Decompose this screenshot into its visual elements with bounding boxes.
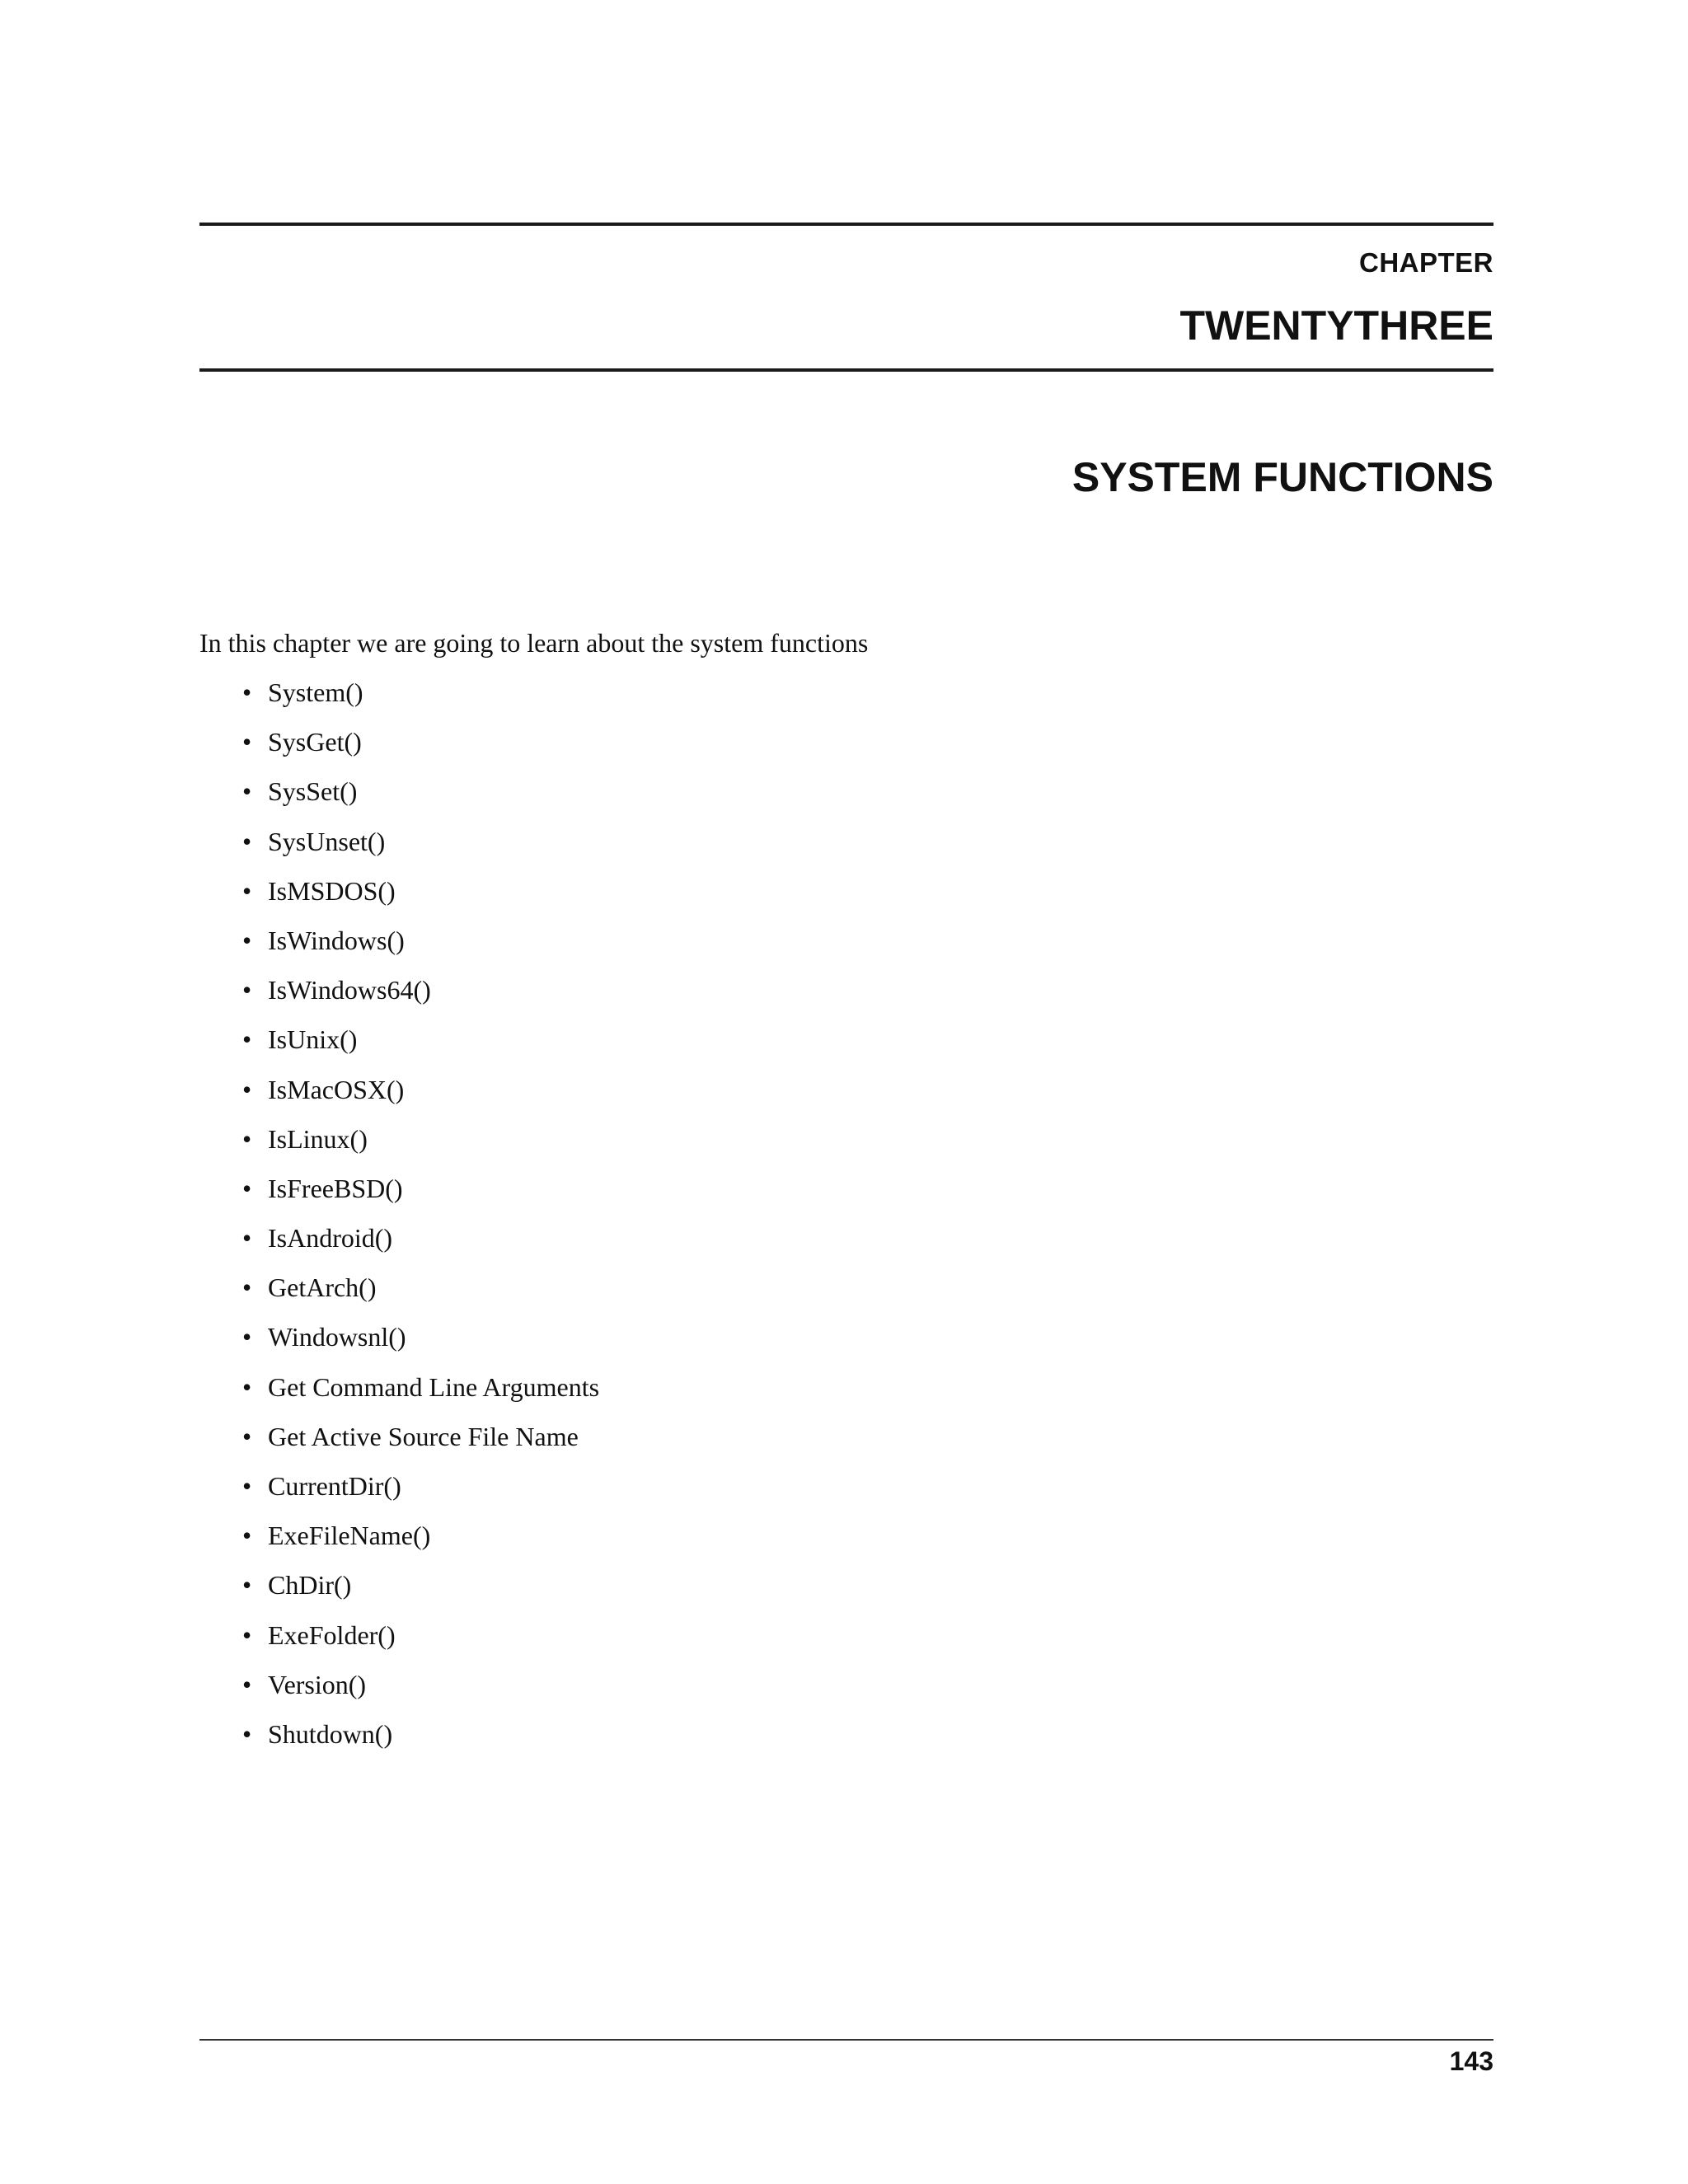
list-item (199, 1071, 599, 1121)
function-name: ExeFolder() (268, 1619, 396, 1650)
bullet-icon: • (242, 1272, 252, 1303)
list-item (199, 674, 599, 724)
list-item (199, 1220, 599, 1269)
list-item (199, 1021, 599, 1071)
list-item (199, 1319, 599, 1368)
chapter-number: TWENTYTHREE (1179, 302, 1493, 349)
function-name: ChDir() (268, 1570, 352, 1601)
bullet-icon: • (242, 925, 252, 955)
chapter-bottom-rule (199, 368, 1493, 372)
function-name: IsWindows() (268, 925, 405, 955)
function-name: GetArch() (268, 1272, 377, 1303)
list-item (199, 823, 599, 873)
list-item (199, 1517, 599, 1567)
function-name: Windowsnl() (268, 1322, 406, 1352)
bullet-icon: • (242, 1619, 252, 1650)
document-page (199, 0, 1493, 2184)
bullet-icon: • (242, 1223, 252, 1254)
function-name: IsLinux() (268, 1123, 368, 1154)
function-name: IsFreeBSD() (268, 1173, 403, 1203)
function-name: ExeFileName() (268, 1521, 431, 1551)
chapter-label: CHAPTER (1358, 247, 1493, 278)
function-name: IsAndroid() (268, 1223, 393, 1254)
function-name: Get Active Source File Name (268, 1421, 579, 1451)
page-number: 143 (1449, 2046, 1493, 2076)
bullet-icon: • (242, 677, 252, 707)
list-item (199, 1269, 599, 1319)
list-item (199, 1666, 599, 1716)
bullet-icon: • (242, 1371, 252, 1402)
function-name: CurrentDir() (268, 1471, 401, 1501)
intro-paragraph: In this chapter we are going to learn about the system functions (199, 628, 869, 658)
list-item (199, 724, 599, 773)
list-item (199, 1716, 599, 1765)
bullet-icon: • (242, 727, 252, 757)
function-name: Version() (268, 1669, 367, 1699)
function-name: System() (268, 677, 363, 707)
bullet-icon: • (242, 1421, 252, 1451)
list-item (199, 922, 599, 972)
chapter-top-rule (199, 223, 1493, 226)
function-name: SysSet() (268, 776, 358, 807)
list-item (199, 1369, 599, 1418)
list-item (199, 1567, 599, 1616)
function-name: SysGet() (268, 727, 362, 757)
bullet-icon: • (242, 1718, 252, 1749)
list-item (199, 972, 599, 1021)
bullet-icon: • (242, 975, 252, 1005)
bullet-icon: • (242, 1471, 252, 1501)
footer-rule (199, 2039, 1493, 2041)
bullet-icon: • (242, 1669, 252, 1699)
list-item (199, 773, 599, 823)
function-name: SysUnset() (268, 826, 386, 856)
section-title: SYSTEM FUNCTIONS (1071, 454, 1493, 500)
bullet-icon: • (242, 1322, 252, 1352)
list-item (199, 1468, 599, 1517)
bullet-icon: • (242, 826, 252, 856)
function-name: IsMSDOS() (268, 875, 396, 906)
bullet-icon: • (242, 1123, 252, 1154)
bullet-icon: • (242, 875, 252, 906)
bullet-icon: • (242, 1570, 252, 1601)
bullet-icon: • (242, 1173, 252, 1203)
bullet-icon: • (242, 776, 252, 807)
list-item (199, 1121, 599, 1170)
list-item (199, 1617, 599, 1666)
list-item (199, 873, 599, 922)
function-list (199, 674, 599, 1765)
function-name: IsUnix() (268, 1024, 358, 1055)
bullet-icon: • (242, 1521, 252, 1551)
function-name: Shutdown() (268, 1718, 393, 1749)
bullet-icon: • (242, 1074, 252, 1104)
function-name: Get Command Line Arguments (268, 1371, 600, 1402)
function-name: IsWindows64() (268, 975, 431, 1005)
list-item (199, 1170, 599, 1220)
bullet-icon: • (242, 1024, 252, 1055)
function-name: IsMacOSX() (268, 1074, 405, 1104)
list-item (199, 1418, 599, 1468)
